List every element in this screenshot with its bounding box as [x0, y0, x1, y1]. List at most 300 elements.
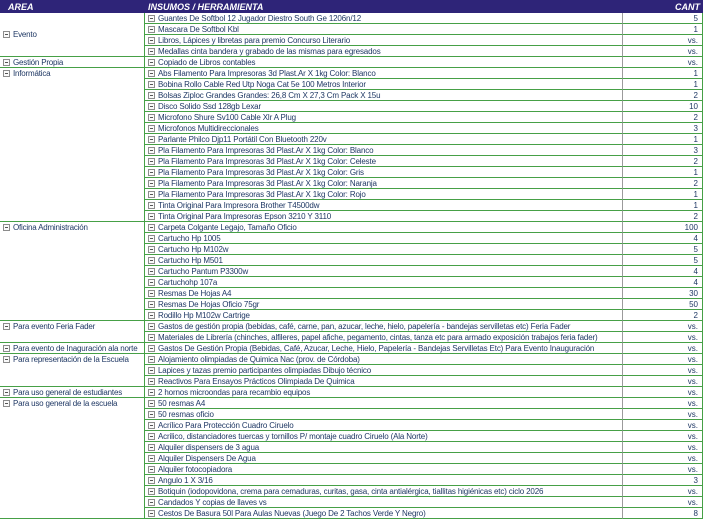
insumo-cell[interactable]: [145, 255, 622, 266]
collapse-box-icon[interactable]: [148, 70, 155, 77]
area-label: [0, 343, 144, 354]
cant-value: vs.: [687, 343, 698, 353]
area-label-text: Para uso general de estudiantes: [13, 388, 122, 397]
collapse-box-icon[interactable]: [148, 268, 155, 275]
cant-cell[interactable]: [622, 244, 703, 255]
cant-cell[interactable]: [622, 442, 703, 453]
table-row: [145, 453, 703, 464]
insumo-cell[interactable]: [145, 431, 622, 442]
collapse-box-icon[interactable]: [3, 389, 10, 396]
table-row: [145, 68, 703, 79]
insumo-text: Candados Y copias de llaves vs: [158, 497, 267, 507]
table-row: [145, 343, 703, 354]
insumo-text: Botiquin (iodopovidona, crema para cemaduras, curitas, gasa, cinta antialérgica, tiallitas higiénicas etc) ciclo 2026: [158, 486, 544, 496]
collapse-box-icon[interactable]: [148, 26, 155, 33]
insumo-text: Pla Filamento Para Impresoras 3d Plast.Ar X 1kg Color: Blanco: [158, 145, 374, 155]
cant-cell[interactable]: [622, 156, 703, 167]
cant-value: 100: [684, 222, 698, 232]
collapse-box-icon[interactable]: [148, 246, 155, 253]
cant-value: 4: [693, 277, 698, 287]
collapse-box-icon[interactable]: [148, 37, 155, 44]
table-row: [145, 112, 703, 123]
insumo-text: Bobina Rollo Cable Red Utp Noga Cat 5e 100 Metros Interior: [158, 79, 366, 89]
table-row: [145, 134, 703, 145]
insumo-cell[interactable]: [145, 453, 622, 464]
collapse-box-icon[interactable]: [148, 323, 155, 330]
insumo-text: Microfonos Multidireccionales: [158, 123, 259, 133]
table-body: [145, 13, 703, 519]
cant-value: vs.: [687, 398, 698, 408]
collapse-box-icon[interactable]: [148, 356, 155, 363]
cant-value: 3: [693, 145, 698, 155]
insumo-text: Cartuchohp 107a: [158, 277, 218, 287]
insumo-cell[interactable]: [145, 13, 622, 24]
table-row: [145, 442, 703, 453]
insumo-text: Mascara De Softbol Kbl: [158, 24, 239, 34]
insumo-cell[interactable]: [145, 222, 622, 233]
insumo-cell[interactable]: [145, 57, 622, 68]
insumo-text: Pla Filamento Para Impresoras 3d Plast.Ar X 1kg Color: Rojo: [158, 189, 366, 199]
cant-value: vs.: [687, 365, 698, 375]
cant-cell[interactable]: [622, 13, 703, 24]
insumo-text: Materiales de Librería (chinches, alfileres, papel afiche, pegamento, cintas, tanza etc para armado exposición trabajos feria fader): [158, 332, 598, 342]
insumo-text: Parlante Philco Djp11 Portátil Con Bluetooth 220v: [158, 134, 327, 144]
table-row: [145, 244, 703, 255]
area-group-cell[interactable]: [0, 57, 145, 68]
insumo-text: Alquiler dispensers de 3 agua: [158, 442, 260, 452]
insumo-cell[interactable]: [145, 442, 622, 453]
table-row: [145, 90, 703, 101]
cant-value: vs.: [687, 409, 698, 419]
insumo-cell[interactable]: [145, 156, 622, 167]
collapse-box-icon[interactable]: [148, 367, 155, 374]
table-row: [145, 332, 703, 343]
cant-value: vs.: [687, 431, 698, 441]
table-row: [145, 464, 703, 475]
collapse-box-icon[interactable]: [148, 103, 155, 110]
insumo-cell[interactable]: [145, 266, 622, 277]
collapse-box-icon[interactable]: [3, 59, 10, 66]
cant-cell[interactable]: [622, 211, 703, 222]
cant-cell[interactable]: [622, 57, 703, 68]
insumo-text: Cartucho Hp M102w: [158, 244, 229, 254]
table-row: [145, 277, 703, 288]
cant-value: vs.: [687, 35, 698, 45]
insumo-cell[interactable]: [145, 387, 622, 398]
insumo-cell[interactable]: [145, 277, 622, 288]
table-row: [145, 145, 703, 156]
table-row: [145, 299, 703, 310]
collapse-box-icon[interactable]: [148, 422, 155, 429]
cant-cell[interactable]: [622, 90, 703, 101]
cant-cell[interactable]: [622, 189, 703, 200]
insumo-cell[interactable]: [145, 508, 622, 519]
cant-cell[interactable]: [622, 233, 703, 244]
insumo-text: Cartucho Hp M501: [158, 255, 223, 265]
cant-cell[interactable]: [622, 255, 703, 266]
collapse-box-icon[interactable]: [148, 411, 155, 418]
collapse-box-icon[interactable]: [148, 125, 155, 132]
cant-value: 5: [693, 244, 698, 254]
insumo-cell[interactable]: [145, 365, 622, 376]
cant-cell[interactable]: [622, 266, 703, 277]
collapse-box-icon[interactable]: [148, 158, 155, 165]
table-row: [145, 266, 703, 277]
cant-value: 1: [693, 189, 698, 199]
collapse-box-icon[interactable]: [3, 400, 10, 407]
area-label: [0, 321, 144, 332]
area-label: [0, 354, 144, 365]
area-label-text: Para evento Feria Fader: [13, 322, 96, 331]
cant-cell[interactable]: [622, 222, 703, 233]
collapse-box-icon[interactable]: [148, 466, 155, 473]
insumo-cell[interactable]: [145, 299, 622, 310]
cant-value: 1: [693, 200, 698, 210]
collapse-box-icon[interactable]: [148, 301, 155, 308]
insumo-cell[interactable]: [145, 420, 622, 431]
collapse-box-icon[interactable]: [148, 499, 155, 506]
table-row: [145, 365, 703, 376]
collapse-box-icon[interactable]: [148, 147, 155, 154]
cant-cell[interactable]: [622, 409, 703, 420]
insumo-cell[interactable]: [145, 211, 622, 222]
collapse-box-icon[interactable]: [148, 169, 155, 176]
insumo-cell[interactable]: [145, 475, 622, 486]
table-row: [145, 13, 703, 24]
collapse-box-icon[interactable]: [148, 378, 155, 385]
insumo-text: Disco Solido Ssd 128gb Lexar: [158, 101, 261, 111]
table-row: [145, 79, 703, 90]
insumo-text: Angulo 1 X 3/16: [158, 475, 213, 485]
area-label: [0, 222, 144, 233]
collapse-box-icon[interactable]: [3, 356, 10, 363]
collapse-box-icon[interactable]: [148, 290, 155, 297]
insumo-cell[interactable]: [145, 178, 622, 189]
cant-value: 5: [693, 13, 698, 23]
collapse-box-icon[interactable]: [148, 191, 155, 198]
cant-cell[interactable]: [622, 464, 703, 475]
cant-value: 8: [693, 508, 698, 518]
collapse-box-icon[interactable]: [148, 279, 155, 286]
column-header-cant: CANT: [675, 1, 700, 12]
cant-cell[interactable]: [622, 497, 703, 508]
collapse-box-icon[interactable]: [148, 433, 155, 440]
collapse-box-icon[interactable]: [148, 510, 155, 517]
insumo-cell[interactable]: [145, 310, 622, 321]
insumo-text: Resmas De Hojas A4: [158, 288, 232, 298]
area-label: [0, 387, 144, 398]
cant-value: vs.: [687, 376, 698, 386]
insumo-cell[interactable]: [145, 90, 622, 101]
collapse-box-icon[interactable]: [148, 180, 155, 187]
cant-cell[interactable]: [622, 398, 703, 409]
table-row: [145, 178, 703, 189]
cant-value: vs.: [687, 442, 698, 452]
table-row: [145, 409, 703, 420]
cant-cell[interactable]: [622, 288, 703, 299]
collapse-box-icon[interactable]: [148, 257, 155, 264]
cant-cell[interactable]: [622, 46, 703, 57]
collapse-box-icon[interactable]: [148, 202, 155, 209]
cant-cell[interactable]: [622, 35, 703, 46]
insumo-text: Pla Filamento Para Impresoras 3d Plast.Ar X 1kg Color: Celeste: [158, 156, 376, 166]
cant-value: 2: [693, 156, 698, 166]
cant-cell[interactable]: [622, 24, 703, 35]
area-group-cell[interactable]: [0, 222, 145, 321]
collapse-box-icon[interactable]: [148, 15, 155, 22]
cant-value: vs.: [687, 420, 698, 430]
insumo-text: Abs Filamento Para Impresoras 3d Plast.Ar X 1kg Color: Blanco: [158, 68, 376, 78]
cant-cell[interactable]: [622, 354, 703, 365]
table-row: [145, 24, 703, 35]
collapse-box-icon[interactable]: [3, 224, 10, 231]
table-row: [145, 156, 703, 167]
collapse-box-icon[interactable]: [3, 323, 10, 330]
cant-value: 50: [689, 299, 698, 309]
cant-cell[interactable]: [622, 453, 703, 464]
cant-cell[interactable]: [622, 299, 703, 310]
cant-cell[interactable]: [622, 145, 703, 156]
insumo-text: Bolsas Ziploc Grandes Grandes: 26,8 Cm X 27,3 Cm Pack X 15u: [158, 90, 381, 100]
cant-value: 2: [693, 211, 698, 221]
insumo-text: 2 hornos microondas para recambio equipos: [158, 387, 311, 397]
table-row: [145, 431, 703, 442]
insumo-cell[interactable]: [145, 46, 622, 57]
insumo-text: Gastos de gestión propia (bebidas, café, carne, pan, azucar, leche, hielo, papelería - bandejas servilletas etc) Feria Fader: [158, 321, 571, 331]
collapse-box-icon[interactable]: [148, 488, 155, 495]
insumo-cell[interactable]: [145, 398, 622, 409]
cant-value: 2: [693, 112, 698, 122]
area-group-cell[interactable]: [0, 13, 145, 57]
insumo-cell[interactable]: [145, 464, 622, 475]
insumo-cell[interactable]: [145, 112, 622, 123]
cant-cell[interactable]: [622, 112, 703, 123]
cant-value: 5: [693, 255, 698, 265]
cant-cell[interactable]: [622, 200, 703, 211]
cant-value: vs.: [687, 486, 698, 496]
table-header-row: [0, 0, 703, 13]
cant-cell[interactable]: [622, 365, 703, 376]
cant-value: 3: [693, 123, 698, 133]
cant-cell[interactable]: [622, 167, 703, 178]
table-row: [145, 475, 703, 486]
area-label: [0, 398, 144, 409]
collapse-box-icon[interactable]: [3, 70, 10, 77]
cant-value: 4: [693, 266, 698, 276]
table-row: [145, 376, 703, 387]
table-row: [145, 387, 703, 398]
insumo-cell[interactable]: [145, 233, 622, 244]
insumo-cell[interactable]: [145, 68, 622, 79]
cant-cell[interactable]: [622, 387, 703, 398]
cant-cell[interactable]: [622, 475, 703, 486]
cant-value: 4: [693, 233, 698, 243]
collapse-box-icon[interactable]: [148, 345, 155, 352]
cant-cell[interactable]: [622, 508, 703, 519]
cant-value: vs.: [687, 57, 698, 67]
area-group-cell[interactable]: [0, 343, 145, 354]
insumo-cell[interactable]: [145, 497, 622, 508]
table-row: [145, 310, 703, 321]
cant-value: vs.: [687, 46, 698, 56]
insumo-cell[interactable]: [145, 409, 622, 420]
table-row: [145, 486, 703, 497]
table-row: [145, 200, 703, 211]
cant-value: vs.: [687, 387, 698, 397]
insumo-text: Carpeta Colgante Legajo, Tamaño Oficio: [158, 222, 297, 232]
cant-cell[interactable]: [622, 310, 703, 321]
insumo-text: Gastos De Gestión Propia (Bebidas, Café, Azucar, Leche, Hielo, Papelería - Bandejas Servilletas Etc) Para Evento Inauguración: [158, 343, 595, 353]
insumo-cell[interactable]: [145, 343, 622, 354]
insumo-text: Alquiler Dispensers De Agua: [158, 453, 256, 463]
collapse-box-icon[interactable]: [148, 389, 155, 396]
table-row: [145, 354, 703, 365]
cant-cell[interactable]: [622, 332, 703, 343]
cant-cell[interactable]: [622, 68, 703, 79]
cant-cell[interactable]: [622, 277, 703, 288]
cant-value: 1: [693, 167, 698, 177]
insumo-text: Medallas cinta bandera y grabado de las mismas para egresados: [158, 46, 381, 56]
insumo-cell[interactable]: [145, 24, 622, 35]
insumo-cell[interactable]: [145, 486, 622, 497]
cant-cell[interactable]: [622, 178, 703, 189]
cant-value: vs.: [687, 332, 698, 342]
area-label-text: Gestión Propia: [13, 58, 64, 67]
insumo-text: Cestos De Basura 50l Para Aulas Nuevas (Juego De 2 Tachos Verde Y Negro): [158, 508, 426, 518]
cant-cell[interactable]: [622, 79, 703, 90]
insumo-text: Tinta Original Para Impresoras Epson 3210 Y 3110: [158, 211, 332, 221]
area-label-text: Evento: [13, 30, 37, 39]
insumo-cell[interactable]: [145, 200, 622, 211]
insumo-text: Cartucho Pantum P3300w: [158, 266, 249, 276]
insumo-cell[interactable]: [145, 123, 622, 134]
insumo-cell[interactable]: [145, 244, 622, 255]
collapse-box-icon[interactable]: [148, 59, 155, 66]
area-group-cell[interactable]: [0, 354, 145, 387]
insumo-cell[interactable]: [145, 79, 622, 90]
insumo-cell[interactable]: [145, 134, 622, 145]
collapse-box-icon[interactable]: [148, 455, 155, 462]
cant-value: 1: [693, 24, 698, 34]
area-label-text: Oficina Administración: [13, 223, 88, 232]
cant-value: vs.: [687, 464, 698, 474]
insumo-cell[interactable]: [145, 189, 622, 200]
table-row: [145, 222, 703, 233]
insumo-text: Alojamiento olimpiadas de Quimica Nac (prov. de Córdoba): [158, 354, 360, 364]
insumo-text: Libros, Lápices y libretas para premio Concurso Literario: [158, 35, 350, 45]
cant-cell[interactable]: [622, 134, 703, 145]
cant-cell[interactable]: [622, 343, 703, 354]
collapse-box-icon[interactable]: [148, 213, 155, 220]
collapse-box-icon[interactable]: [148, 400, 155, 407]
collapse-box-icon[interactable]: [148, 114, 155, 121]
insumo-text: Alquiler fotocopiadora: [158, 464, 233, 474]
insumo-text: Rodillo Hp M102w Cartrige: [158, 310, 250, 320]
table-row: [145, 167, 703, 178]
area-label-text: Para representación de la Escuela: [13, 355, 129, 364]
cant-cell[interactable]: [622, 420, 703, 431]
collapse-box-icon[interactable]: [148, 312, 155, 319]
collapse-box-icon[interactable]: [148, 477, 155, 484]
insumo-text: Acrilico, distanciadores tuercas y tornillos P/ montaje cuadro Ciruelo (Ala Norte): [158, 431, 428, 441]
area-label: [0, 57, 144, 68]
collapse-box-icon[interactable]: [148, 444, 155, 451]
collapse-box-icon[interactable]: [148, 136, 155, 143]
area-group-cell[interactable]: [0, 68, 145, 222]
insumo-text: Pla Filamento Para Impresoras 3d Plast.Ar X 1kg Color: Gris: [158, 167, 364, 177]
cant-value: 1: [693, 134, 698, 144]
table-row: [145, 101, 703, 112]
area-label: [0, 29, 144, 40]
collapse-box-icon[interactable]: [148, 334, 155, 341]
cant-cell[interactable]: [622, 321, 703, 332]
collapse-box-icon[interactable]: [148, 81, 155, 88]
collapse-box-icon[interactable]: [148, 48, 155, 55]
table-row: [145, 321, 703, 332]
collapse-box-icon[interactable]: [148, 92, 155, 99]
insumo-text: 50 resmas oficio: [158, 409, 214, 419]
table-row: [145, 398, 703, 409]
cant-cell[interactable]: [622, 431, 703, 442]
insumo-cell[interactable]: [145, 376, 622, 387]
cant-cell[interactable]: [622, 101, 703, 112]
insumo-cell[interactable]: [145, 145, 622, 156]
area-group-cell[interactable]: [0, 321, 145, 343]
area-label-text: Para evento de Inaguración ala norte: [13, 344, 138, 353]
cant-cell[interactable]: [622, 376, 703, 387]
table-row: [145, 211, 703, 222]
area-group-cell[interactable]: [0, 387, 145, 398]
cant-value: vs.: [687, 354, 698, 364]
table-row: [145, 123, 703, 134]
insumo-cell[interactable]: [145, 332, 622, 343]
insumo-cell[interactable]: [145, 354, 622, 365]
table-row: [145, 46, 703, 57]
table-row: [145, 255, 703, 266]
collapse-box-icon[interactable]: [148, 224, 155, 231]
insumo-cell[interactable]: [145, 321, 622, 332]
insumo-cell[interactable]: [145, 288, 622, 299]
cant-value: 2: [693, 310, 698, 320]
area-group-cell[interactable]: [0, 398, 145, 519]
insumo-text: Lapices y tazas premio participantes olimpiadas Dibujo técnico: [158, 365, 372, 375]
table-row: [145, 420, 703, 431]
cant-value: vs.: [687, 453, 698, 463]
cant-value: vs.: [687, 497, 698, 507]
table-row: [145, 233, 703, 244]
insumo-text: Resmas De Hojas Oficio 75gr: [158, 299, 260, 309]
table-row: [145, 57, 703, 68]
area-label: [0, 68, 144, 79]
cant-cell[interactable]: [622, 486, 703, 497]
collapse-box-icon[interactable]: [148, 235, 155, 242]
insumo-cell[interactable]: [145, 101, 622, 112]
cant-value: 1: [693, 68, 698, 78]
insumo-text: Cartucho Hp 1005: [158, 233, 221, 243]
collapse-box-icon[interactable]: [3, 31, 10, 38]
insumo-text: Pla Filamento Para Impresoras 3d Plast.Ar X 1kg Color: Naranja: [158, 178, 377, 188]
insumo-cell[interactable]: [145, 35, 622, 46]
cant-value: vs.: [687, 321, 698, 331]
area-label-text: Para uso general de la escuela: [13, 399, 118, 408]
collapse-box-icon[interactable]: [3, 345, 10, 352]
column-header-area: AREA: [8, 1, 34, 12]
cant-cell[interactable]: [622, 123, 703, 134]
table-row: [145, 189, 703, 200]
insumo-cell[interactable]: [145, 167, 622, 178]
table-row: [145, 288, 703, 299]
cant-value: 1: [693, 79, 698, 89]
